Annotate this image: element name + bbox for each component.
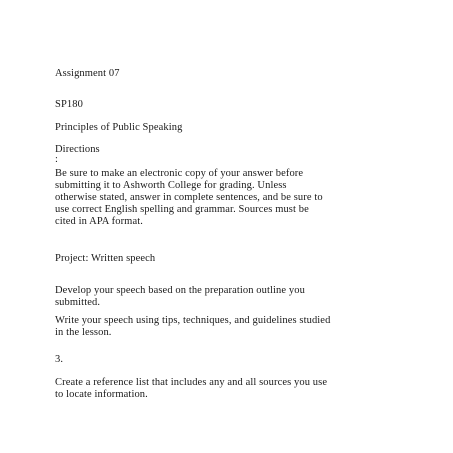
step-1-line: submitted. <box>55 297 101 308</box>
step-2-line: in the lesson. <box>55 327 112 338</box>
step-2-line: Write your speech using tips, techniques, and guidelines studied <box>55 315 331 326</box>
course-code: SP180 <box>55 99 83 110</box>
instructions-paragraph <box>55 168 323 228</box>
instructions-line: Be sure to make an electronic copy of your answer before <box>55 168 304 179</box>
directions-heading: Directions <box>55 144 100 155</box>
directions-colon: : <box>55 154 59 165</box>
step-3-line: Create a reference list that includes any and all sources you use <box>55 377 328 388</box>
instructions-line: otherwise stated, answer in complete sentences, and be sure to <box>55 192 323 203</box>
step-3-number: 3. <box>55 354 64 365</box>
instructions-line: cited in APA format. <box>55 216 143 227</box>
project-label: Project: Written speech <box>55 253 156 264</box>
step-2-paragraph <box>55 315 330 339</box>
course-name: Principles of Public Speaking <box>55 122 183 133</box>
assignment-title: Assignment 07 <box>55 68 120 79</box>
step-3-line: to locate information. <box>55 389 148 400</box>
instructions-line: submitting it to Ashworth College for grading. Unless <box>55 180 287 191</box>
step-3-paragraph <box>55 377 327 401</box>
step-1-paragraph <box>55 285 305 309</box>
step-1-line: Develop your speech based on the preparation outline you <box>55 285 305 296</box>
instructions-line: use correct English spelling and grammar. Sources must be <box>55 204 309 215</box>
